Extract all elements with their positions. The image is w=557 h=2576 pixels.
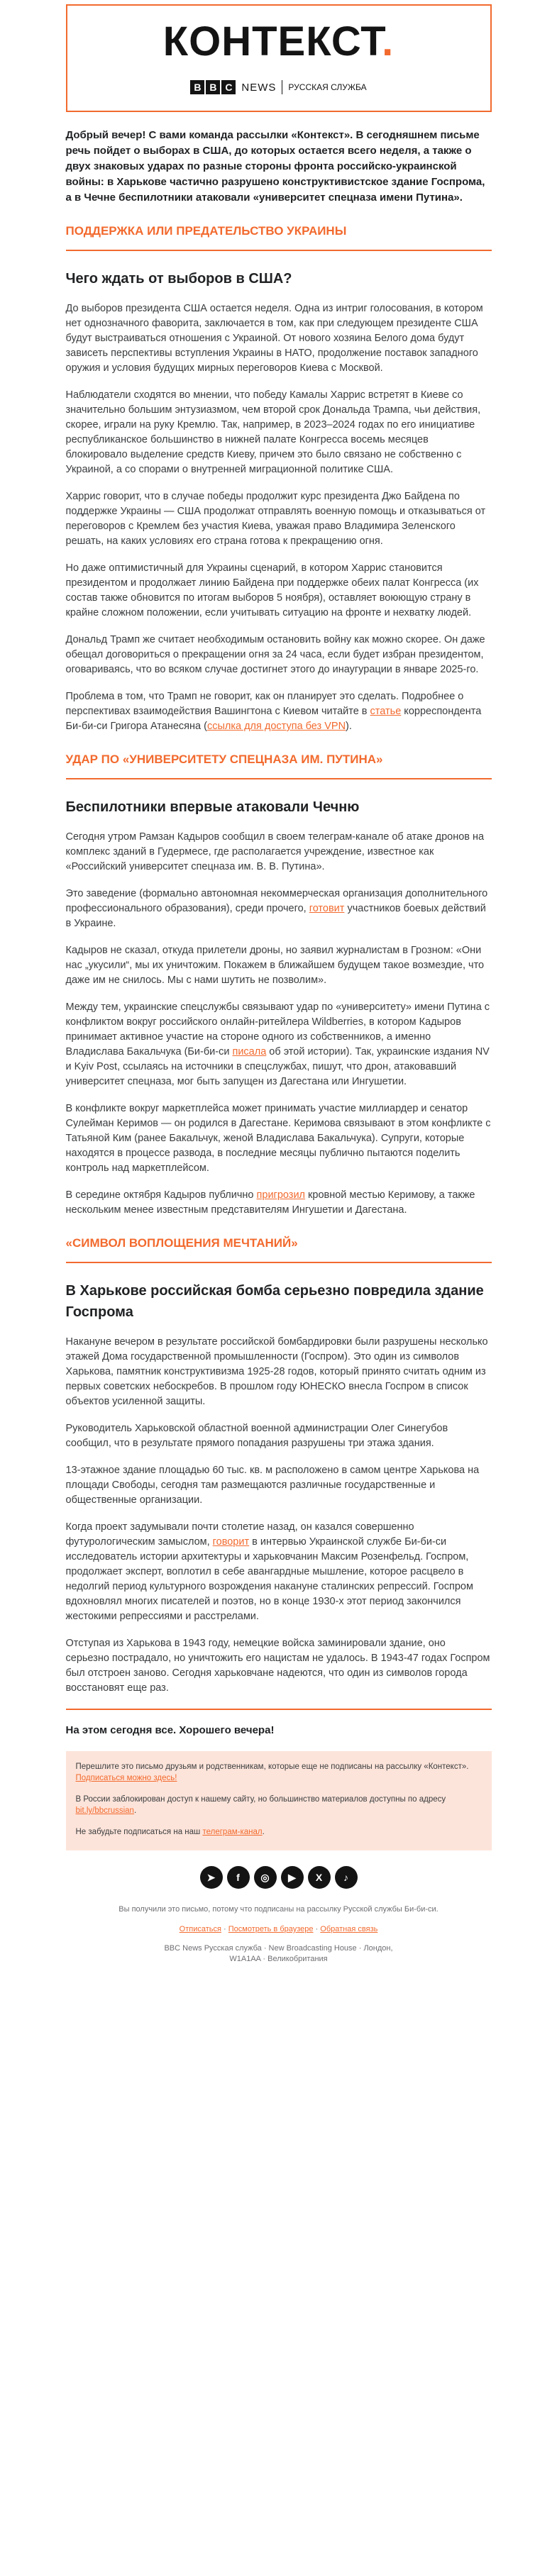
section-heading: УДАР ПО «УНИВЕРСИТЕТУ СПЕЦНАЗА ИМ. ПУТИНА»	[66, 751, 492, 779]
paragraph	[66, 887, 492, 931]
paragraph-text: Когда проект задумывали почти столетие назад, он казался совершенно футурологическим замыслом,	[65, 1521, 414, 1548]
promo-text: .	[133, 1806, 137, 1815]
paragraph-text: об этой истории). Так, украинские издания NV и Kyiv Post, ссылаясь на источники в спецслужбах, пишут, что дрон, атаковавший университет спецназа, мог быть запущен из Дагестана или Ингушетии.	[65, 1046, 490, 1087]
logo-dot: .	[382, 18, 395, 65]
paragraph-text: кровной местью Керимову, а также нескольким менее известным представителям Ингушетии и Дагестана.	[65, 1189, 475, 1216]
promo-text: Перешлите это письмо друзьям и родственникам, которые еще не подписаны на рассылку «Контекст».	[75, 1762, 469, 1771]
footer-links	[66, 1925, 492, 1933]
inline-link[interactable]: готовит	[309, 903, 345, 914]
no-vpn-link[interactable]: ссылка для доступа без VPN	[206, 721, 346, 732]
x-icon[interactable]: X	[308, 1866, 331, 1889]
paragraph: В конфликте вокруг маркетплейса может принимать участие миллиардер и сенатор Сулейман Керимов — он родился в Дагестане. Керимова связывают в этом конфликте с Татьяной Ким (ранее Бакальчук, женой Владислава Бакальчука). Супруги, которые находятся в процессе развода, в последние месяцы публично пытаются поделить контроль над маркетплейсом.	[65, 1103, 491, 1174]
bbc-letter: B	[206, 80, 220, 94]
inline-link[interactable]: пригрозил	[256, 1189, 306, 1201]
paragraph: Кадыров не сказал, откуда прилетели дроны, но заявил журналистам в Грозном: «Они нас „укусили“, мы их уничтожим. Покажем в ближайшем будущем такое возмездие, что даже им не снилось. Мы с нами шутить не позволим».	[65, 945, 485, 986]
promo-line	[76, 1794, 482, 1816]
footer-address: BBC News Русская служба · New Broadcasting House · Лондон, W1A1AA · Великобритания	[164, 1944, 393, 1963]
paragraph-text: Проблема в том, что Трамп не говорит, как он планирует это сделать. Подробнее о перспективах взаимодействия Вашингтона с Киевом читайте в	[65, 691, 464, 717]
paragraph: Дональд Трамп же считает необходимым остановить войну как можно скорее. Он даже обещал договориться о прекращении огня за 24 часа, если будет избран президентом, оговариваясь, что во всяком случае достигнет этого до инаугурации в январе 2025-го.	[65, 634, 485, 675]
telegram-icon[interactable]: ➤	[200, 1866, 223, 1889]
paragraph: Харрис говорит, что в случае победы продолжит курс президента Джо Байдена по поддержке Украины — США продолжат отправлять военную помощь и отказываться от переговоров с Кремлем без участия Киева, уважая право Владимира Зеленского решать, на каких условиях его страна готова к прекращению огня.	[65, 491, 486, 547]
facebook-icon[interactable]: f	[227, 1866, 250, 1889]
subscribe-link[interactable]: Подписаться можно здесь!	[75, 1774, 177, 1782]
bbc-letter: B	[190, 80, 204, 94]
section-heading: ПОДДЕРЖКА ИЛИ ПРЕДАТЕЛЬСТВО УКРАИНЫ	[66, 223, 492, 251]
newsletter-body	[66, 4, 492, 1965]
bbc-logo-icon	[190, 80, 236, 94]
logo-text: КОНТЕКСТ	[162, 18, 382, 65]
promo-text: .	[262, 1828, 265, 1836]
youtube-icon[interactable]: ▶	[281, 1866, 304, 1889]
unsubscribe-link[interactable]: Отписаться	[179, 1925, 221, 1933]
paragraph: Но даже оптимистичный для Украины сценарий, в котором Харрис становится президентом и продолжает линию Байдена при поддержке обеих палат Конгресса (их состав также обновится по итогам выборов 5 ноября), оставляет воюющую страну в крайне сложном положении, если учитывать ситуацию на фронте и нехватку людей.	[65, 562, 479, 618]
instagram-icon[interactable]: ◎	[254, 1866, 277, 1889]
feedback-link[interactable]: Обратная связь	[320, 1925, 378, 1933]
paragraph	[66, 1520, 492, 1624]
paragraph: До выборов президента США остается неделя. Одна из интриг голосования, в котором нет однозначного фаворита, заключается в том, как при следующем президенте США будут выстраиваться отношения с Украиной. От нового хозяина Белого дома будут зависеть перспективы вступления Украины в НАТО, продолжение поставок западного оружия и условия будущих мирных переговоров Киева с Москвой.	[65, 303, 483, 374]
paragraph-text: В середине октября Кадыров публично	[65, 1189, 257, 1201]
inline-link[interactable]: говорит	[212, 1536, 250, 1548]
paragraph	[66, 689, 492, 734]
kontekst-logo	[67, 18, 490, 65]
paragraph	[66, 1188, 492, 1218]
bbc-news-label: NEWS	[241, 81, 277, 94]
newsletter-header	[66, 4, 492, 112]
paragraph-text: участников боевых действий в Украине.	[65, 903, 486, 929]
section-heading: «СИМВОЛ ВОПЛОЩЕНИЯ МЕЧТАНИЙ»	[66, 1235, 492, 1263]
bbc-branding	[67, 79, 490, 95]
paragraph	[66, 1000, 492, 1089]
promo-line	[76, 1826, 482, 1838]
service-label: РУССКАЯ СЛУЖБА	[288, 82, 367, 92]
closing-text: На этом сегодня все. Хорошего вечера!	[66, 1709, 492, 1738]
mirror-site-link[interactable]: bit.ly/bbcrussian	[75, 1806, 134, 1815]
promo-text: В России заблокирован доступ к нашему сайту, но большинство материалов доступны по адресу	[75, 1795, 446, 1804]
paragraph: 13-этажное здание площадью 60 тыс. кв. м расположено в самом центре Харькова на площади Свободы, сегодня там размещаются различные государственные и общественные организации.	[65, 1465, 480, 1506]
paragraph-text: корреспондента Би-би-си Григора Атанесяна (	[65, 706, 482, 732]
paragraph-text: ).	[346, 721, 352, 732]
social-links	[66, 1866, 492, 1889]
view-in-browser-link[interactable]: Посмотреть в браузере	[228, 1925, 314, 1933]
paragraph: Наблюдатели сходятся во мнении, что победу Камалы Харрис встретят в Киеве со значительно большим энтузиазмом, чем второй срок Дональда Трампа, чьи действия, скорее, играли на руку Кремлю. Так, например, в 2023–2024 годах по его инициативе республиканское большинство в нижней палате Конгресса восемь месяцев блокировало выделение средств Киеву, причем это было связано не собственно с Украиной, а со спорами о внутренней миграционной политике США.	[65, 389, 481, 475]
promo-text: Не забудьте подписаться на наш	[75, 1828, 203, 1836]
promo-box	[66, 1751, 492, 1850]
paragraph: Сегодня утром Рамзан Кадыров сообщил в своем телеграм-канале об атаке дронов на комплекс зданий в Гудермесе, где располагается учреждение, известное как «Российский университет спецназа им. В. В. Путина».	[65, 831, 485, 872]
paragraph: Отступая из Харькова в 1943 году, немецкие войска заминировали здание, оно серьезно пострадало, но уничтожить его нацистам не удалось. В 1943-47 годах Госпром был отстроен заново. Сегодня харьковчане надеются, что один из символов города восстановят еще раз.	[65, 1638, 490, 1694]
separator: ·	[221, 1925, 228, 1933]
inline-link[interactable]: писала	[232, 1046, 267, 1057]
footer-note: Вы получили это письмо, потому что подписаны на рассылку Русской службы Би-би-си.	[118, 1905, 439, 1914]
bbc-letter: C	[221, 80, 236, 94]
promo-line	[76, 1761, 482, 1784]
tiktok-icon[interactable]: ♪	[335, 1866, 358, 1889]
article-title: Чего ждать от выборов в США?	[65, 271, 292, 287]
article-title: В Харькове российская бомба серьезно повредила здание Госпрома	[65, 1283, 484, 1320]
separator: ·	[313, 1925, 321, 1933]
paragraph: Накануне вечером в результате российской бомбардировки были разрушены несколько этажей Дома государственной промышленности (Госпром). Это один из символов Харькова, памятник конструктивизма 1925-28 годов, который принято считать одним из первых советских небоскребов. В прошлом году ЮНЕСКО внесла Госпром в список объектов усиленной защиты.	[65, 1336, 488, 1407]
paragraph-text: Это заведение (формально автономная некоммерческая организация дополнительного профессионального образования), среди прочего,	[65, 888, 488, 914]
article-link[interactable]: статье	[370, 706, 402, 717]
telegram-channel-link[interactable]: телеграм-канал	[202, 1828, 263, 1836]
paragraph: Руководитель Харьковской областной военной администрации Олег Синегубов сообщил, что в результате прямого попадания разрушены три этажа здания.	[65, 1423, 448, 1449]
article-title: Беспилотники впервые атаковали Чечню	[65, 799, 360, 815]
paragraph-text: Между тем, украинские спецслужбы связывают удар по «университету» имени Путина с конфликтом вокруг российского онлайн-ритейлера Wildberries, в котором Кадыров принимает активное участие на стороне одного из собственников, а именно Владислава Бакальчука (Би-би-си	[65, 1001, 490, 1057]
paragraph-text: в интервью Украинской службе Би-би-си исследователь истории архитектуры и харьковчанин Максим Розенфельд. Госпром, продолжает эксперт, воплотил в себе авангардные мышление, которое расцвело в недолгий период культурного возрождения накануне сталинских репрессий. Госпром вдохновлял многих писателей и поэтов, но в конце 1930-х этот период закончился жестокими репрессиями и расстрелами.	[65, 1536, 473, 1622]
intro-text: Добрый вечер! С вами команда рассылки «Контекст». В сегодняшнем письме речь пойдет о выборах в США, до которых остается всего неделя, а также о двух знаковых ударах по разные стороны фронта российско-украинской войны: в Харькове частично разрушено конструктивистское здание Госпрома, а в Чечне беспилотники атаковали «университет спецназа имени Путина».	[65, 129, 485, 204]
